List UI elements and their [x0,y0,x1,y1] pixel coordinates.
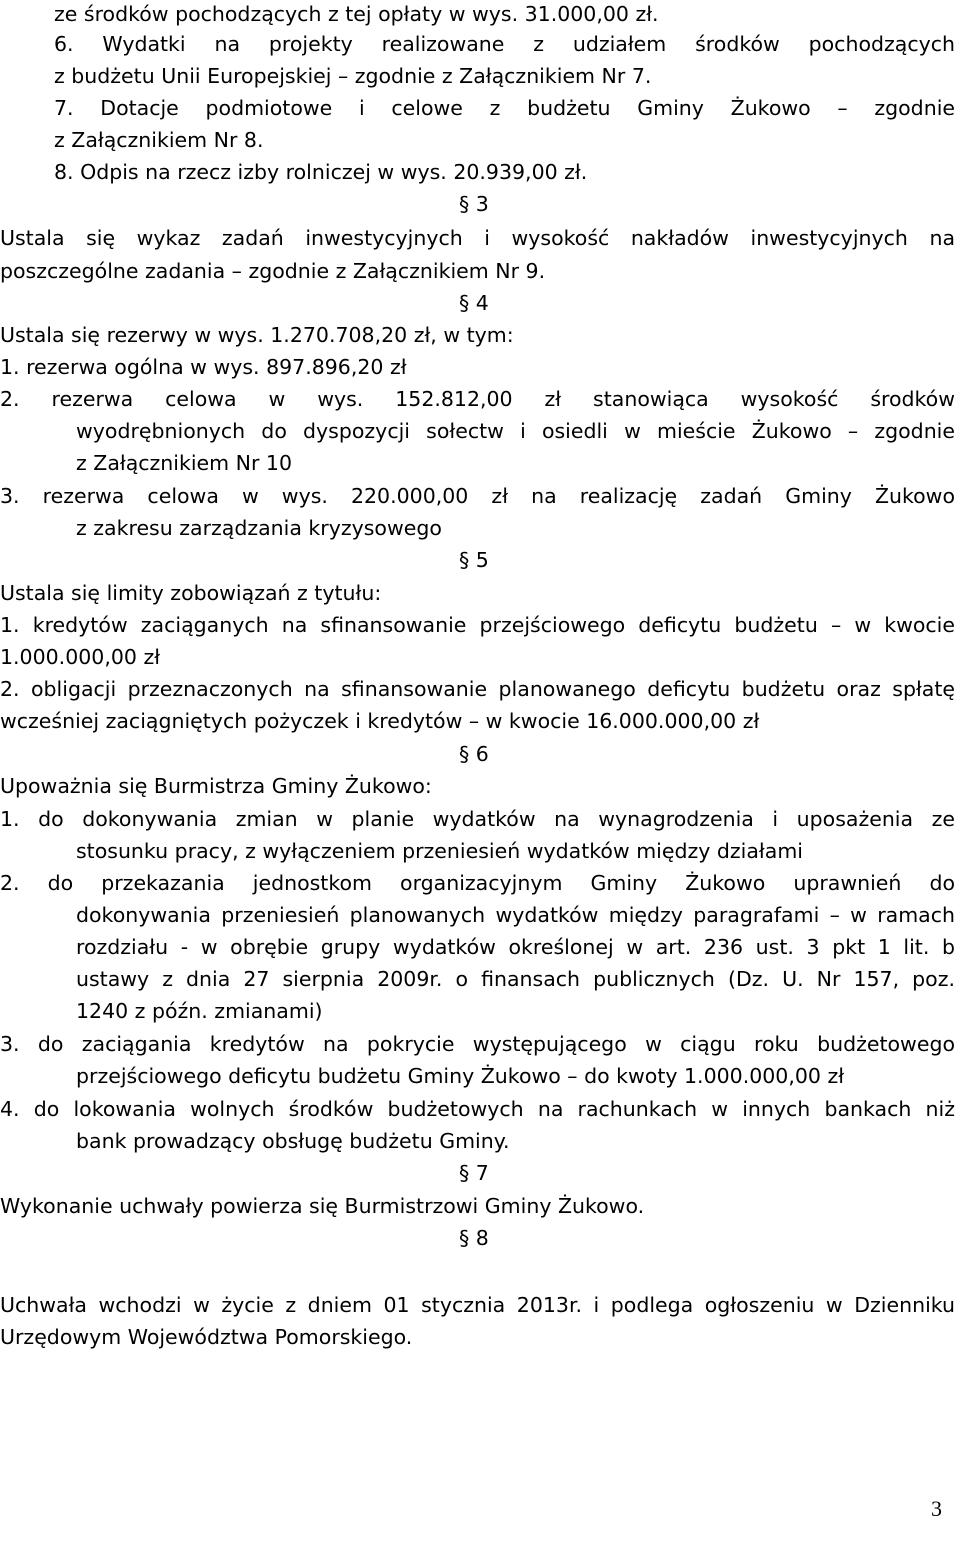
text-line: Ustala się wykaz zadań inwestycyjnych i wysokość nakładów inwestycyjnych na [0,226,955,250]
section-heading-4: § 4 [459,291,489,315]
list-item-1: 1. do dokonywania zmian w planie wydatków na wynagrodzenia i uposażenia ze [0,807,955,831]
text-line: wcześniej zaciągniętych pożyczek i kredytów – w kwocie 16.000.000,00 zł [0,709,760,733]
text-line: Upoważnia się Burmistrza Gminy Żukowo: [0,774,432,798]
text-line: z budżetu Unii Europejskiej – zgodnie z Załącznikiem Nr 7. [54,64,652,88]
section-heading-6: § 6 [459,742,489,766]
text-line: dokonywania przeniesień planowanych wydatków między paragrafami – w ramach [76,903,955,927]
section-heading-7: § 7 [459,1161,489,1185]
page-number: 3 [931,1496,942,1521]
list-item-3: 3. do zaciągania kredytów na pokrycie występującego w ciągu roku budżetowego [0,1032,955,1056]
list-item-4: 4. do lokowania wolnych środków budżetowych na rachunkach w innych bankach niż [0,1097,955,1121]
text-line: z zakresu zarządzania kryzysowego [76,516,442,540]
text-line: poszczególne zadania – zgodnie z Załącznikiem Nr 9. [0,259,546,283]
section-heading-8: § 8 [459,1226,489,1250]
section-heading-5: § 5 [459,548,489,572]
list-item-2: 2. do przekazania jednostkom organizacyjnym Gminy Żukowo uprawnień do [0,871,955,895]
text-line: ustawy z dnia 27 sierpnia 2009r. o finansach publicznych (Dz. U. Nr 157, poz. [76,967,955,991]
list-item-8: 8. Odpis na rzecz izby rolniczej w wys. 20.939,00 zł. [54,160,588,184]
text-line: z Załącznikiem Nr 10 [76,451,293,475]
list-item-1: 1. kredytów zaciąganych na sfinansowanie przejściowego deficytu budżetu – w kwocie [0,613,955,637]
list-item-2: 2. obligacji przeznaczonych na sfinansowanie planowanego deficytu budżetu oraz spłatę [0,677,955,701]
text-line: ze środków pochodzących z tej opłaty w wys. 31.000,00 zł. [54,2,659,26]
text-line: bank prowadzący obsługę budżetu Gminy. [76,1129,510,1153]
text-line: Uchwała wchodzi w życie z dniem 01 stycznia 2013r. i podlega ogłoszeniu w Dzienniku [0,1293,955,1317]
text-line: z Załącznikiem Nr 8. [54,128,264,152]
text-line: rozdziału - w obrębie grupy wydatków określonej w art. 236 ust. 3 pkt 1 lit. b [76,935,955,959]
text-line: przejściowego deficytu budżetu Gminy Żukowo – do kwoty 1.000.000,00 zł [76,1064,845,1088]
list-item-2: 2. rezerwa celowa w wys. 152.812,00 zł stanowiąca wysokość środków [0,387,955,411]
section-heading-3: § 3 [459,192,489,216]
list-item-3: 3. rezerwa celowa w wys. 220.000,00 zł na realizację zadań Gminy Żukowo [0,484,955,508]
list-item-7: 7. Dotacje podmiotowe i celowe z budżetu Gminy Żukowo – zgodnie [54,96,955,120]
text-line: Wykonanie uchwały powierza się Burmistrzowi Gminy Żukowo. [0,1194,645,1218]
text-line: wyodrębnionych do dyspozycji sołectw i osiedli w mieście Żukowo – zgodnie [76,419,955,443]
text-line: 1.000.000,00 zł [0,645,161,669]
list-item-6: 6. Wydatki na projekty realizowane z udziałem środków pochodzących [54,32,955,56]
text-line: 1240 z późn. zmianami) [76,999,323,1023]
text-line: Urzędowym Województwa Pomorskiego. [0,1325,413,1349]
text-line: Ustala się limity zobowiązań z tytułu: [0,581,382,605]
text-line: stosunku pracy, z wyłączeniem przeniesień wydatków między działami [76,839,803,863]
text-line: Ustala się rezerwy w wys. 1.270.708,20 zł, w tym: [0,323,514,347]
list-item-1: 1. rezerwa ogólna w wys. 897.896,20 zł [0,355,407,379]
